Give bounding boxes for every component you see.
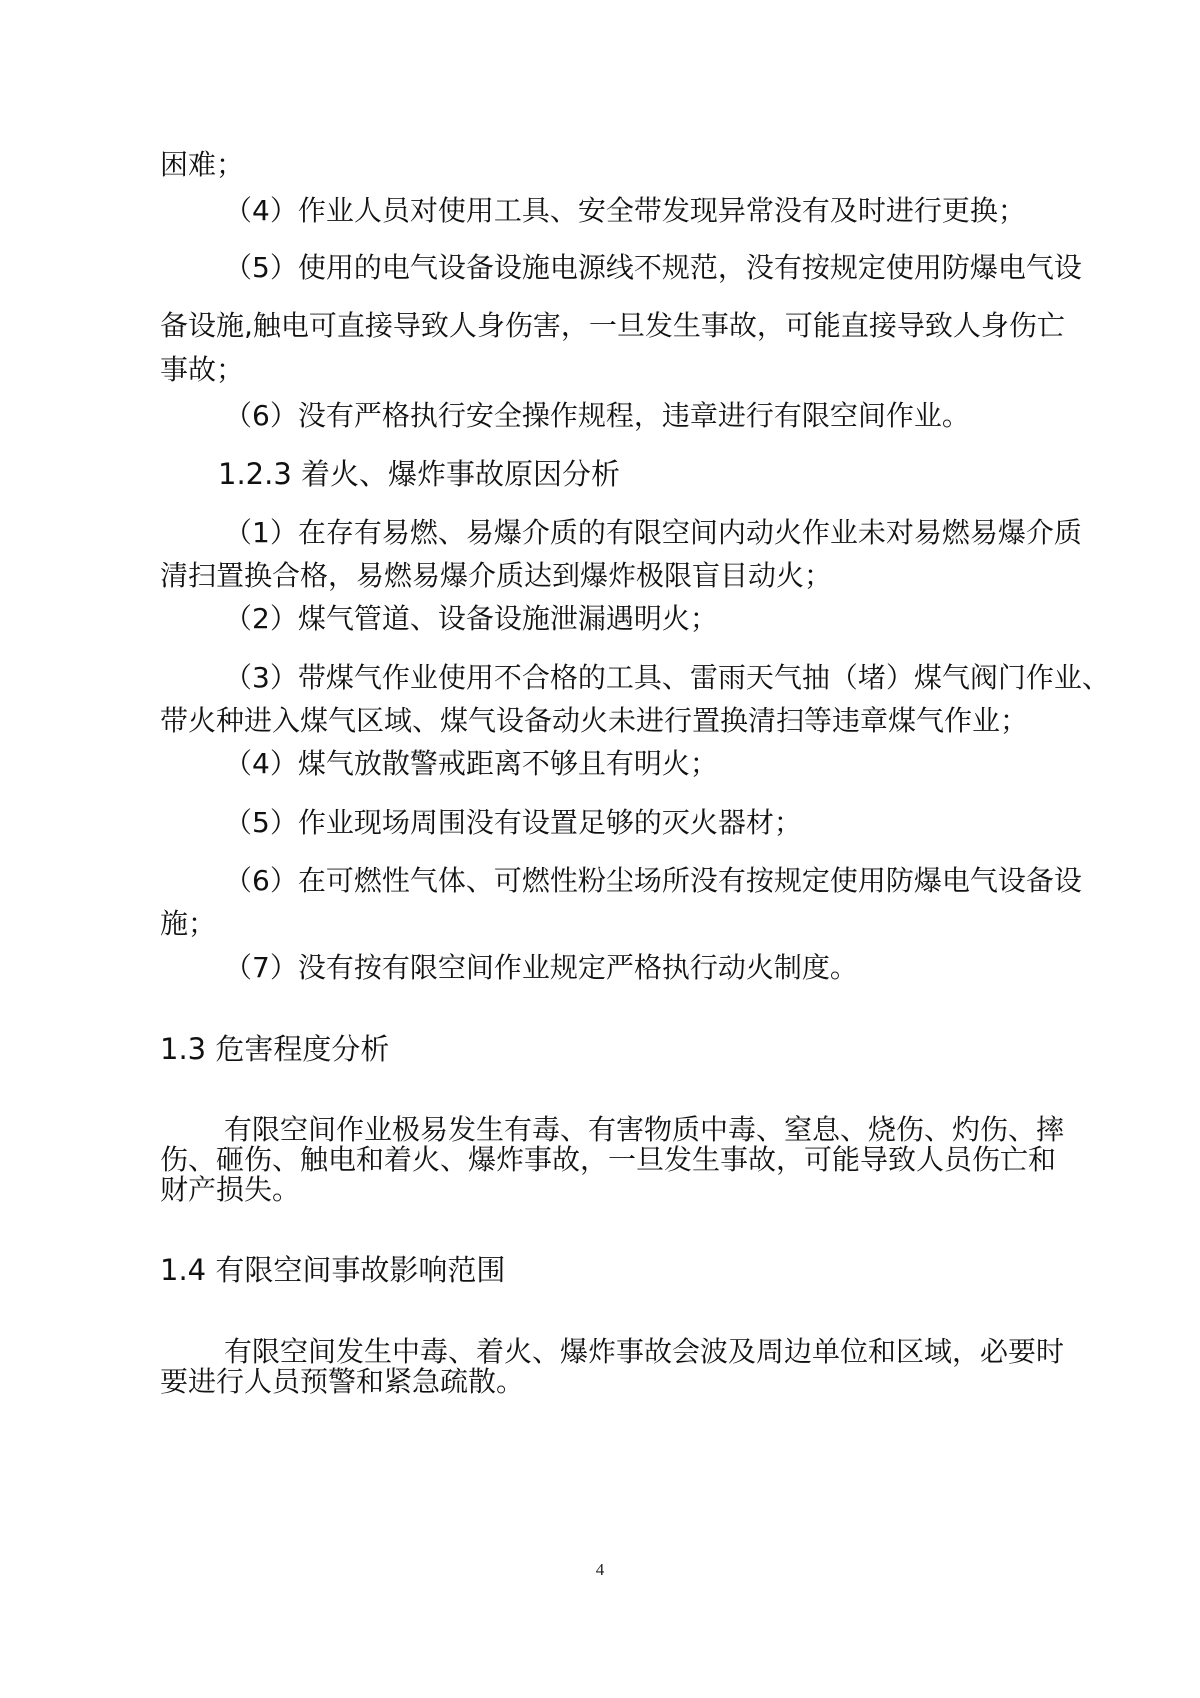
list-item: （2）煤气管道、设备设施泄漏遇明火； (224, 602, 718, 635)
section-heading: 1.4 有限空间事故影响范围 (160, 1253, 506, 1287)
text-line: 事故； (160, 353, 245, 386)
text-line: 备设施,触电可直接导致人身伤害，一旦发生事故，可能直接导致人身伤亡 (160, 309, 1065, 342)
list-item: （6）没有严格执行安全操作规程，违章进行有限空间作业。 (224, 399, 970, 432)
text-line: 施； (160, 907, 217, 940)
text-line: 财产损失。 (160, 1173, 301, 1206)
text-line: 清扫置换合格，易燃易爆介质达到爆炸极限盲目动火； (160, 559, 833, 592)
text-line: 困难； (160, 148, 245, 181)
page-number: 4 (595, 1560, 605, 1579)
paragraph-line: 有限空间作业极易发生有毒、有害物质中毒、窒息、烧伤、灼伤、摔 (224, 1113, 1065, 1146)
text-line: 伤、砸伤、触电和着火、爆炸事故，一旦发生事故，可能导致人员伤亡和 (160, 1143, 1057, 1176)
list-item: （4）煤气放散警戒距离不够且有明火； (224, 747, 718, 780)
section-heading: 1.2.3 着火、爆炸事故原因分析 (218, 457, 621, 491)
list-item: （5）作业现场周围没有设置足够的灭火器材； (224, 806, 802, 839)
list-item: （3）带煤气作业使用不合格的工具、雷雨天气抽（堵）煤气阀门作业、 (224, 661, 1110, 694)
text-line: 带火种进入煤气区域、煤气设备动火未进行置换清扫等违章煤气作业； (160, 704, 1029, 737)
list-item: （7）没有按有限空间作业规定严格执行动火制度。 (224, 951, 858, 984)
list-item: （5）使用的电气设备设施电源线不规范，没有按规定使用防爆电气设 (224, 251, 1082, 284)
section-heading: 1.3 危害程度分析 (160, 1032, 390, 1066)
text-line: 要进行人员预警和紧急疏散。 (160, 1365, 525, 1398)
list-item: （6）在可燃性气体、可燃性粉尘场所没有按规定使用防爆电气设备设 (224, 864, 1082, 897)
list-item: （4）作业人员对使用工具、安全带发现异常没有及时进行更换； (224, 194, 1026, 227)
list-item: （1）在存有易燃、易爆介质的有限空间内动火作业未对易燃易爆介质 (224, 516, 1082, 549)
paragraph-line: 有限空间发生中毒、着火、爆炸事故会波及周边单位和区域，必要时 (224, 1335, 1065, 1368)
